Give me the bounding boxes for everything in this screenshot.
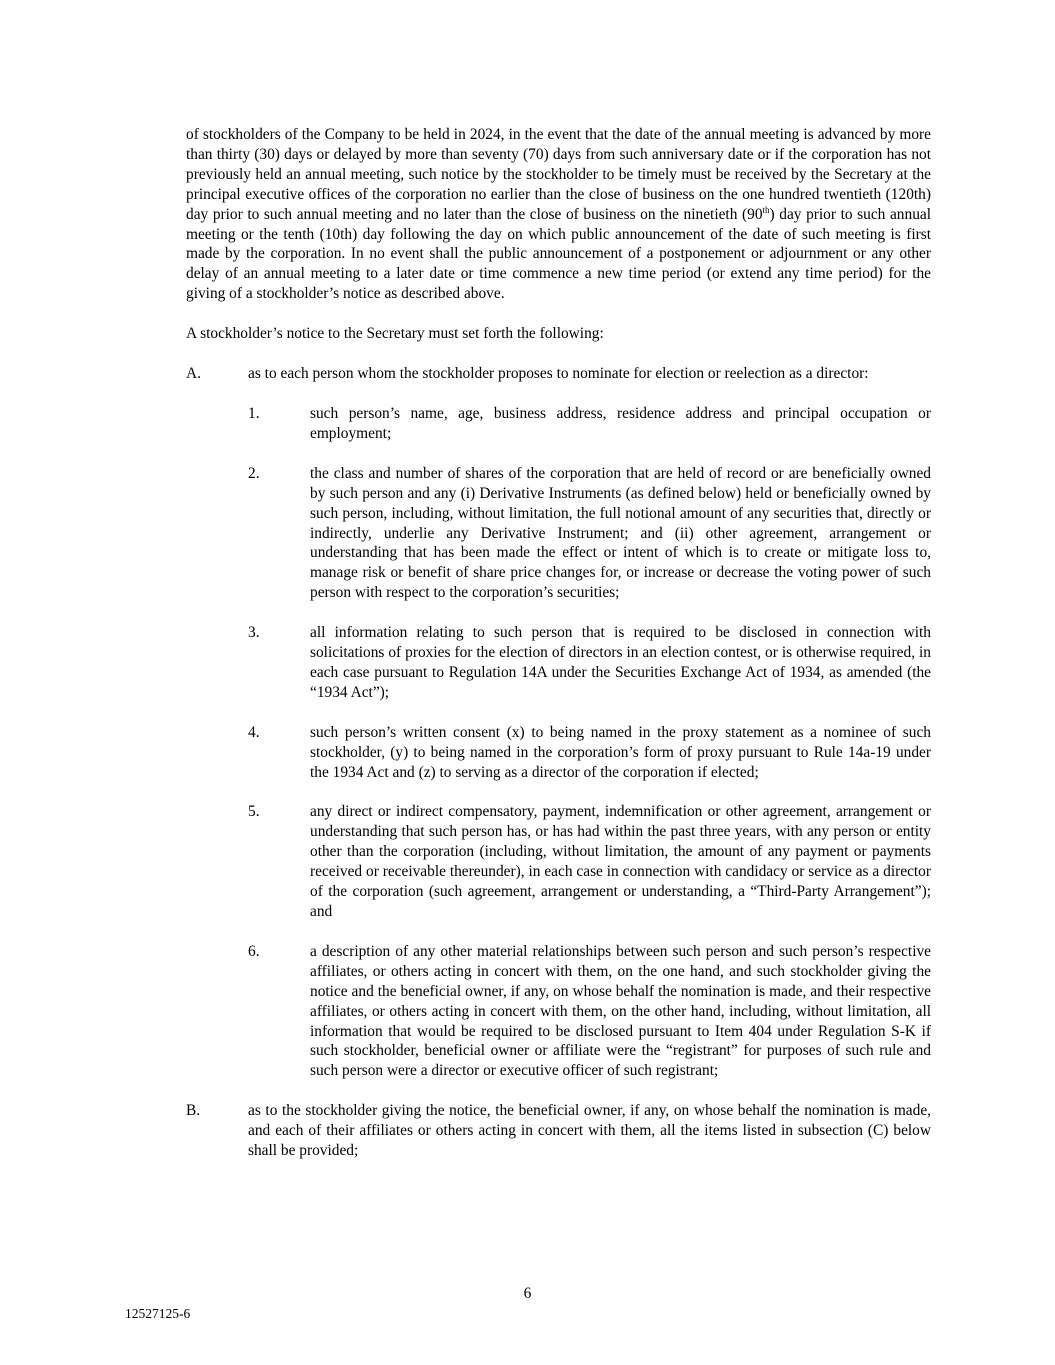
lead-paragraph: A stockholder’s notice to the Secretary must set forth the following: — [186, 325, 604, 343]
list-item-text: a description of any other material relationships between such person and such person’s respective affiliates, or others acting in concert with them, on the one hand, and such stockholder giving the notice and the beneficial owner, if any, on whose behalf the nomination is made, and their respective affiliates, or others acting in concert with them, on the other hand, including, without limitation, all information that would be required to be disclosed pursuant to Item 404 under Regulation S-K if such stockholder, beneficial owner or affiliate were the “registrant” for purposes of such rule and such person were a director or executive officer of such registrant; — [310, 942, 931, 1080]
document-body — [186, 125, 931, 1161]
list-item-text: any direct or indirect compensatory, payment, indemnification or other agreement, arrangement or understanding that such person has, or has had within the past three years, with any person or entity other than the corporation (including, without limitation, the amount of any payment or payments received or receivable thereunder), in each case in connection with candidacy or service as a director of the corporation (such agreement, arrangement or understanding, a “Third-Party Arrangement”); and — [310, 803, 931, 920]
list-item-number: 3. — [248, 624, 260, 642]
list-item-5 — [186, 802, 931, 921]
list-item-number: 6. — [248, 942, 260, 960]
list-item-3 — [186, 623, 931, 703]
intro-text-part1: of stockholders of the Company to be held in 2024, in the event that the date of the annual meeting is advanced by more than thirty (30) days or delayed by more than seventy (70) days from such anniversary date or if the corporation has not previously held an annual meeting, such notice by the stockholder to be timely must be received by the Secretary at the principal executive offices of the corporation no earlier than the close of business on the one hundred twentieth (120th) day prior to such annual meeting and no later than the close of business on the ninetieth (90 — [186, 126, 931, 223]
intro-text-part2: ) day prior to such annual meeting or the tenth (10th) day following the day on which public announcement of the date of such meeting is first made by the corporation. In no event shall the public announcement of a postponement or adjournment or any other delay of an annual meeting to a later date or time commence a new time period (or extend any time period) for the giving of a stockholder’s notice as described above. — [186, 205, 931, 303]
section-b — [186, 1101, 931, 1161]
list-item-6 — [186, 942, 931, 1081]
page-number: 6 — [523, 1285, 532, 1302]
section-a-label: A. — [186, 365, 201, 383]
list-item-text: such person’s name, age, business address, residence address and principal occupation or employment; — [310, 404, 931, 442]
section-b-text: as to the stockholder giving the notice, the beneficial owner, if any, on whose behalf the nomination is made, and each of their affiliates or others acting in concert with them, all the items listed in subsection (C) below shall be provided; — [248, 1102, 931, 1160]
section-a-text: as to each person whom the stockholder proposes to nominate for election or reelection as a director: — [248, 365, 869, 383]
section-b-label: B. — [186, 1102, 201, 1120]
list-item-number: 4. — [248, 723, 260, 741]
list-item-text: the class and number of shares of the corporation that are held of record or are beneficially owned by such person and any (i) Derivative Instruments (as defined below) held or beneficially owned by such person, including, without limitation, the full notional amount of any securities that, directly or indirectly, underlie any Derivative Instrument; and (ii) other agreement, arrangement or understanding that has been made the effect or intent of which is to create or mitigate loss to, manage risk or benefit of share price changes for, or increase or decrease the voting power of such person with respect to the corporation’s securities; — [310, 464, 931, 602]
document-id: 12527125-6 — [125, 1306, 191, 1321]
list-item-text: such person’s written consent (x) to being named in the proxy statement as a nominee of such stockholder, (y) to being named in the corporation’s form of proxy pursuant to Rule 14a-19 under the 1934 Act and (z) to serving as a director of the corporation if elected; — [310, 723, 931, 781]
list-item-1 — [186, 404, 931, 444]
ordinal-superscript: th — [762, 204, 770, 215]
list-item-number: 1. — [248, 404, 260, 422]
list-item-text: all information relating to such person that is required to be disclosed in connection with solicitations of proxies for the election of directors in an election contest, or is otherwise required, in each case pursuant to Regulation 14A under the Securities Exchange Act of 1934, as amended (the “1934 Act”); — [310, 624, 931, 701]
section-a — [186, 364, 931, 384]
list-item-2 — [186, 464, 931, 603]
list-item-4 — [186, 723, 931, 783]
intro-paragraph — [186, 125, 931, 304]
list-item-number: 5. — [248, 803, 260, 821]
list-item-number: 2. — [248, 464, 260, 482]
